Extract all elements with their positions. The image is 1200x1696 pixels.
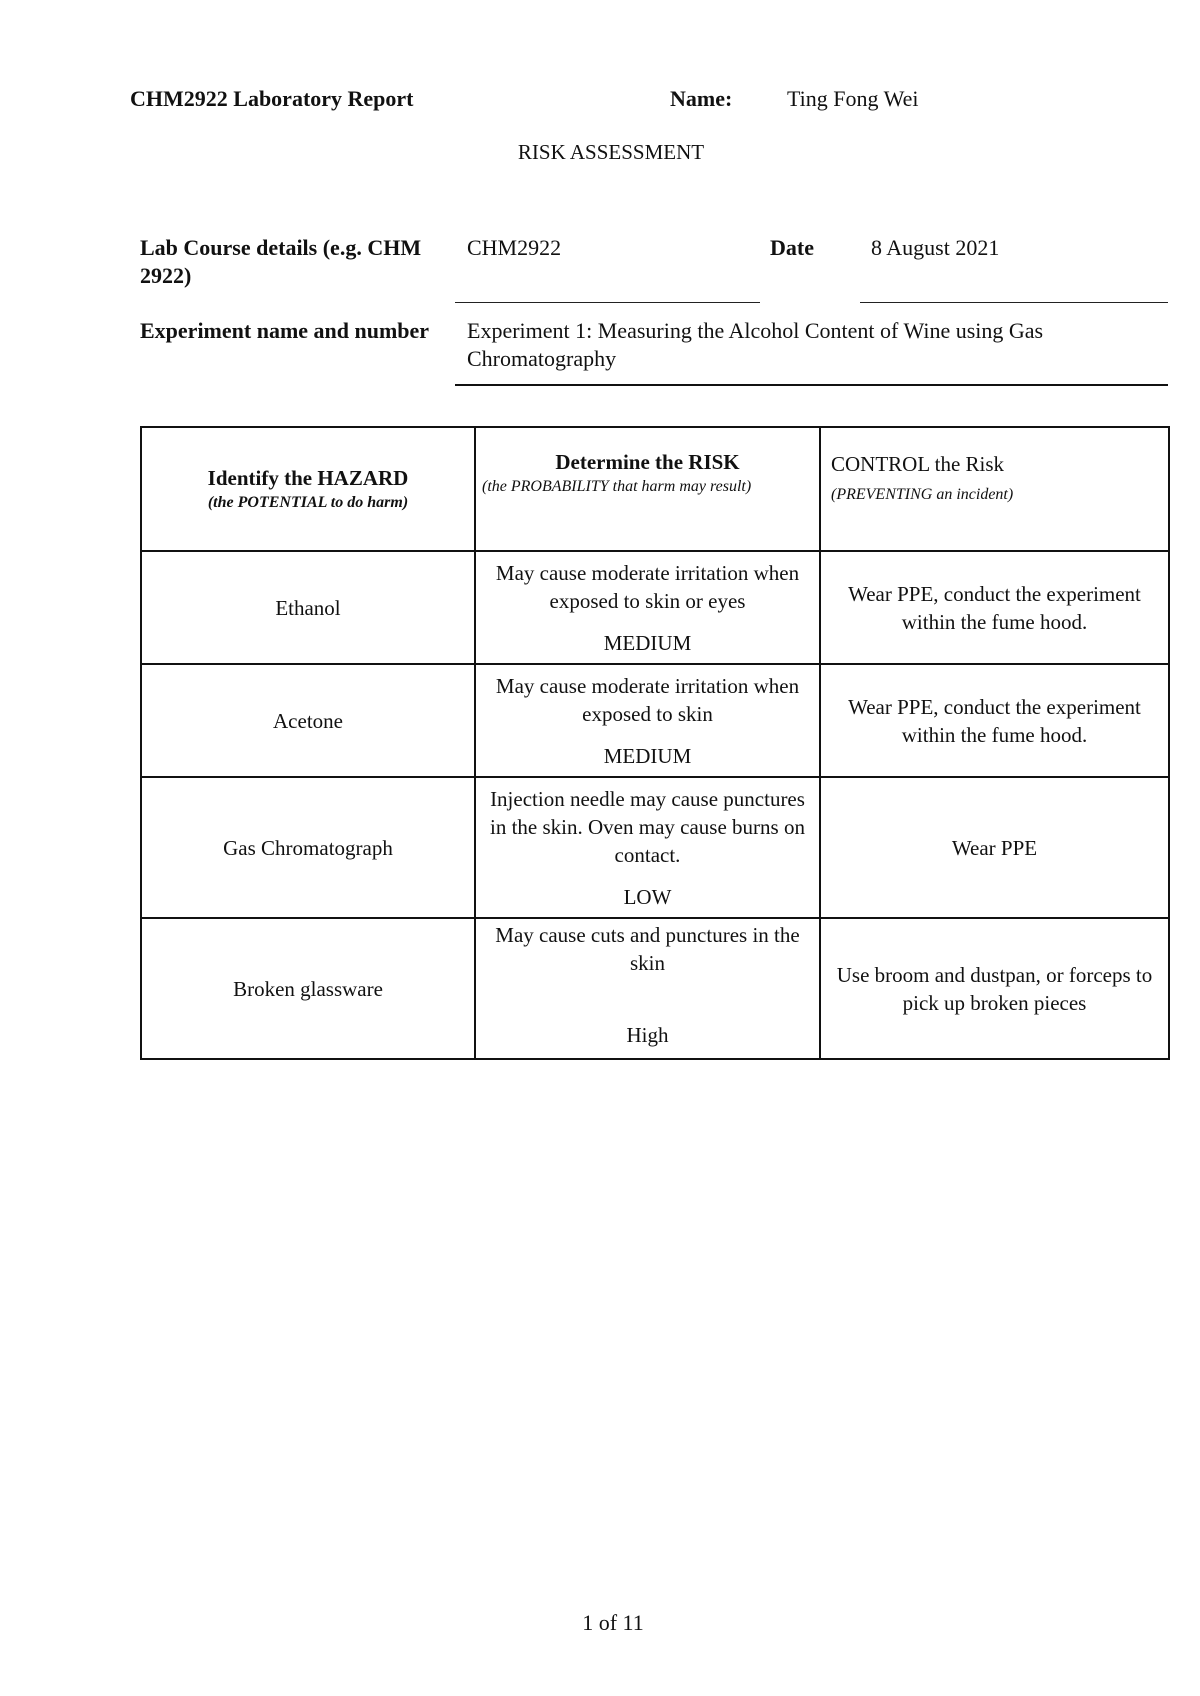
risk-text: May cause moderate irritation when exposed to skin or eyes [495, 560, 800, 613]
name-value: Ting Fong Wei [787, 86, 919, 111]
control-cell [820, 777, 1169, 918]
risk-header-title: Determine the RISK [555, 450, 740, 474]
control-text: Wear PPE, conduct the experiment within the fume hood. [848, 694, 1141, 747]
control-text: Wear PPE [951, 835, 1038, 860]
hazard-header-subtitle: (the POTENTIAL to do harm) [207, 494, 409, 511]
control-cell [820, 918, 1169, 1059]
hazard-text: Ethanol [275, 595, 341, 620]
risk-text: May cause cuts and punctures in the skin [495, 923, 800, 975]
experiment-label: Experiment name and number [140, 318, 430, 343]
risk-cell [475, 777, 820, 918]
risk-cell [475, 664, 820, 777]
experiment-underline [455, 384, 1168, 386]
course-value: CHM2922 [467, 235, 562, 260]
risk-header-subtitle: (the PROBABILITY that harm may result) [482, 478, 752, 495]
risk-cell [475, 918, 820, 1059]
table-row [141, 551, 1169, 664]
risk-cell [475, 551, 820, 664]
experiment-value: Experiment 1: Measuring the Alcohol Content of Wine using Gas Chromatography [467, 318, 1044, 371]
table-row [141, 918, 1169, 1059]
course-underline [455, 302, 760, 303]
hazard-cell [141, 551, 475, 664]
risk-level: MEDIUM [603, 743, 692, 768]
date-underline [860, 302, 1168, 303]
hazard-text: Broken glassware [233, 976, 383, 1001]
course-label: Lab Course details (e.g. CHM 2922) [140, 235, 422, 288]
risk-level: High [626, 1023, 669, 1047]
control-text: Wear PPE, conduct the experiment within the fume hood. [848, 581, 1141, 634]
control-header-subtitle: (PREVENTING an incident) [831, 486, 1014, 503]
page-indicator: 1 of 11 [582, 1610, 644, 1635]
report-title: CHM2922 Laboratory Report [130, 86, 414, 111]
risk-level: LOW [623, 884, 672, 909]
table-row [141, 777, 1169, 918]
risk-level: MEDIUM [603, 630, 692, 655]
hazard-cell [141, 664, 475, 777]
hazard-cell [141, 918, 475, 1059]
hazard-header-cell [141, 427, 475, 551]
risk-text: May cause moderate irritation when exposed to skin [495, 673, 800, 726]
hazard-header-title: Identify the HAZARD [207, 466, 409, 490]
risk-assessment-table [140, 426, 1170, 1060]
name-label: Name: [670, 86, 733, 111]
table-header-row [141, 427, 1169, 551]
hazard-cell [141, 777, 475, 918]
control-cell [820, 551, 1169, 664]
risk-text: Injection needle may cause punctures in the skin. Oven may cause burns on contact. [490, 786, 805, 867]
control-header-title: CONTROL the Risk [831, 452, 1005, 476]
date-value: 8 August 2021 [871, 235, 1000, 260]
hazard-text: Gas Chromatograph [223, 835, 393, 860]
table-row [141, 664, 1169, 777]
control-text: Use broom and dustpan, or forceps to pick up broken pieces [836, 962, 1153, 1015]
control-cell [820, 664, 1169, 777]
hazard-text: Acetone [273, 708, 343, 733]
control-header-cell [820, 427, 1169, 551]
risk-header-cell [475, 427, 820, 551]
date-label: Date [770, 235, 814, 260]
page-heading: RISK ASSESSMENT [517, 140, 705, 164]
